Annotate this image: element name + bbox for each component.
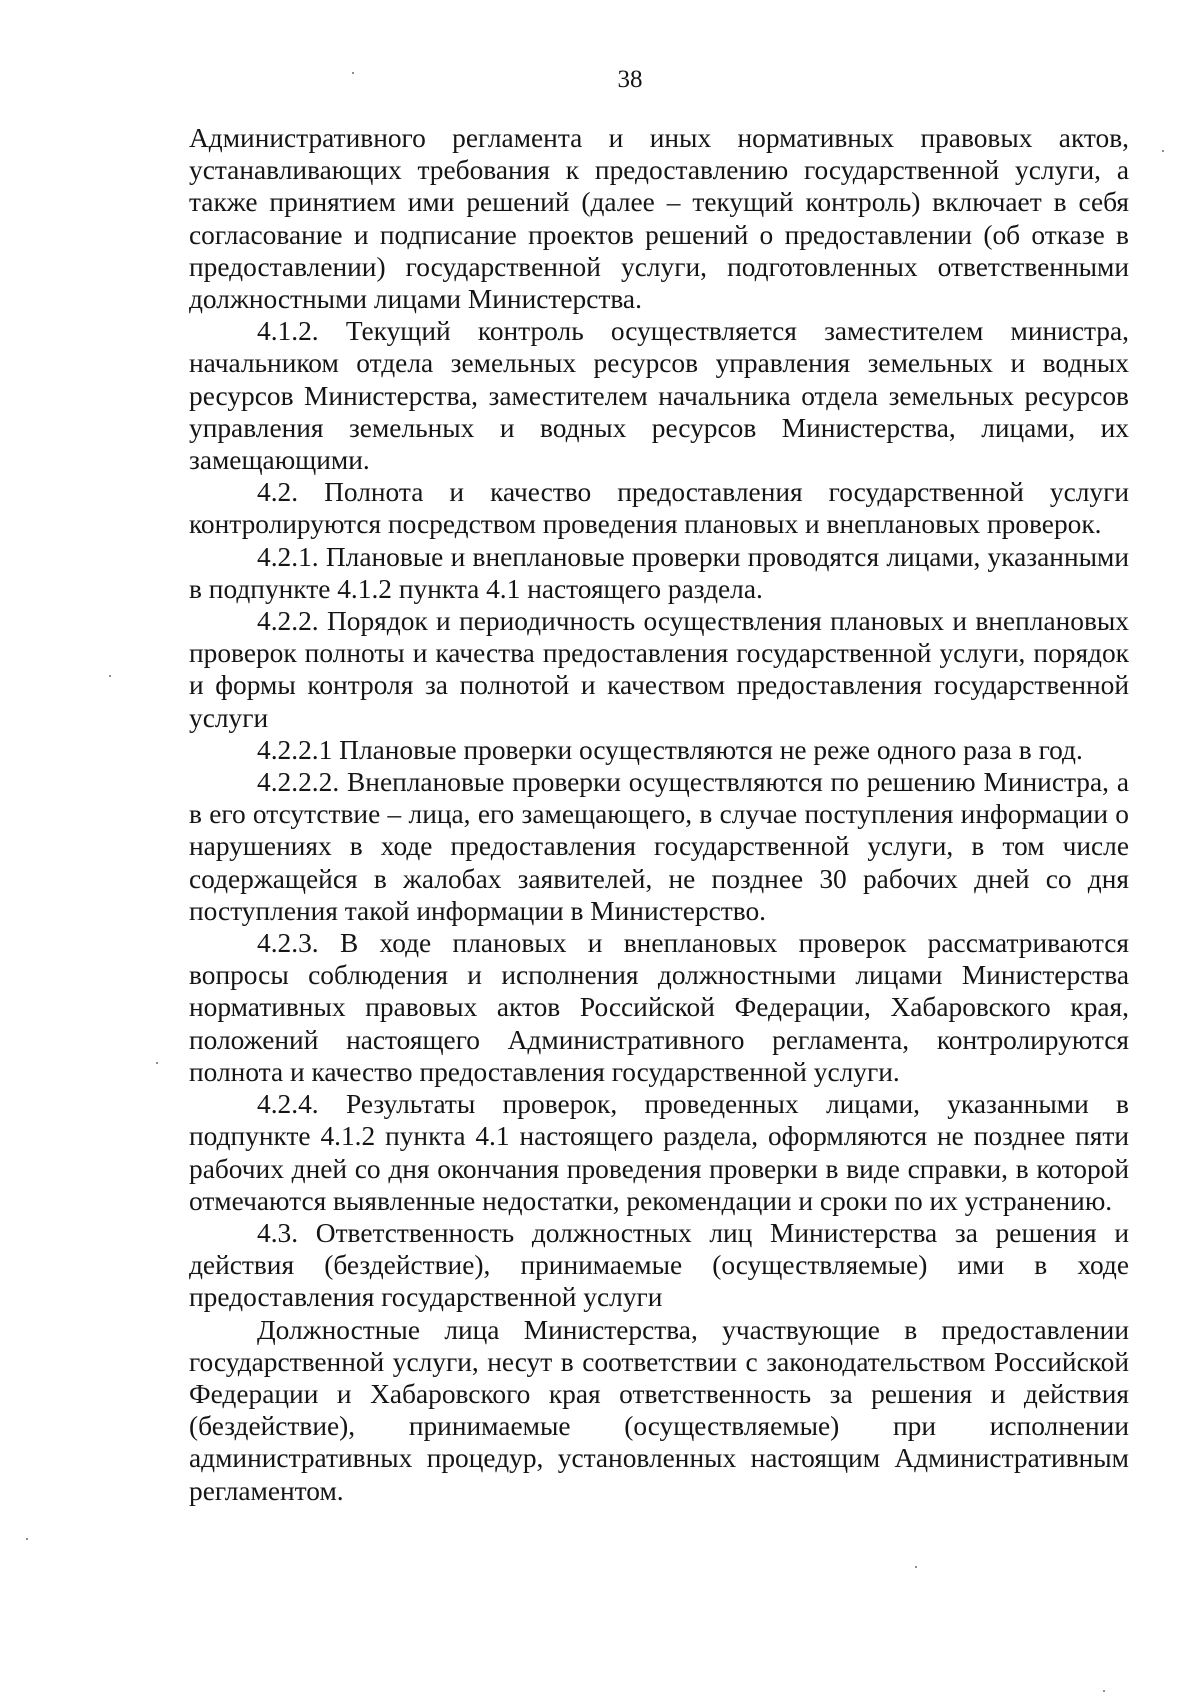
paragraph-4-2-2-2: 4.2.2.2. Внеплановые проверки осуществляются по решению Министра, а в его отсутствие – лица, его замещающего, в случае поступления информации о нарушениях в ходе предоставления государственной услуги, в том числе содержащейся в жалобах заявителей, не позднее 30 рабочих дней со дня поступления такой информации в Министерство. [189, 767, 1129, 926]
paragraph-4-1-2: 4.1.2. Текущий контроль осуществляется заместителем министра, начальником отдела земельных ресурсов управления земельных и водных ресурсов Министерства, заместителем начальника отдела земельных ресурсов управления земельных и водных ресурсов Министерства, лицами, их замещающими. [189, 316, 1129, 476]
paragraph-4-3: 4.3. Ответственность должностных лиц Министерства за решения и действия (бездействие), принимаемые (осуществляемые) ими в ходе предоставления государственной услуги [189, 1217, 1129, 1313]
scan-speck [1162, 150, 1164, 152]
scan-speck [109, 675, 111, 677]
paragraph-4-2-2: 4.2.2. Порядок и периодичность осуществления плановых и внеплановых проверок полноты и качества предоставления государственной услуги, порядок и формы контроля за полнотой и качеством предоставления государственной услуги [189, 606, 1129, 733]
paragraph-continuation: Административного регламента и иных нормативных правовых актов, устанавливающих требования к предоставлению государственной услуги, а также принятием ими решений (далее – текущий контроль) включает в себя согласование и подписание проектов решений о предоставлении (об отказе в предоставлении) государственной услуги, подготовленных ответственными должностными лицами Министерства. [189, 123, 1129, 315]
scan-speck [352, 72, 354, 74]
paragraph-4-2-2-1: 4.2.2.1 Плановые проверки осуществляются не реже одного раза в год. [257, 734, 1083, 765]
paragraph-4-2-3: 4.2.3. В ходе плановых и внеплановых проверок рассматриваются вопросы соблюдения и исполнения должностными лицами Министерства нормативных правовых актов Российской Федерации, Хабаровского края, положений настоящего Административного регламента, контролируются полнота и качество предоставления государственной услуги. [189, 928, 1129, 1087]
scan-speck [156, 1062, 158, 1064]
document-body [189, 122, 1129, 1507]
paragraph-4-2-1: 4.2.1. Плановые и внеплановые проверки проводятся лицами, указанными в подпункте 4.1.2 пункта 4.1 настоящего раздела. [189, 541, 1129, 604]
page-number: 38 [617, 66, 643, 93]
paragraph-4-2-4: 4.2.4. Результаты проверок, проведенных лицами, указанными в подпункте 4.1.2 пункта 4.1 настоящего раздела, оформляются не позднее пяти рабочих дней со дня окончания проведения проверки в виде справки, в которой отмечаются выявленные недостатки, рекомендации и сроки по их устранению. [189, 1089, 1129, 1216]
scan-speck [915, 1566, 917, 1568]
paragraph-responsibility: Должностные лица Министерства, участвующие в предоставлении государственной услуги, несут в соответствии с законодательством Российской Федерации и Хабаровского края ответственность за решения и действия (бездействие), принимаемые (осуществляемые) при исполнении административных процедур, установленных настоящим Административным регламентом. [189, 1314, 1129, 1506]
scan-speck [1103, 1690, 1105, 1692]
paragraph-4-2: 4.2. Полнота и качество предоставления государственной услуги контролируются посредством проведения плановых и внеплановых проверок. [189, 477, 1129, 540]
scan-speck [26, 1538, 28, 1540]
